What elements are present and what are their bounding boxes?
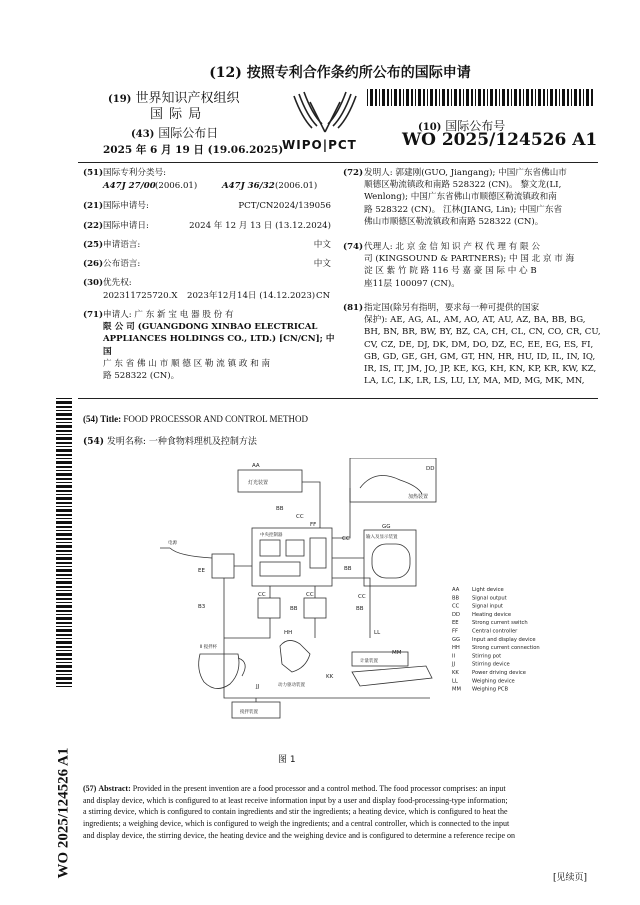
org-name: 世界知识产权组织 (135, 91, 240, 106)
barcode-bar (56, 550, 72, 552)
designated-states-line: LA, LC, LK, LR, LS, LU, LY, MA, MD, MG, MK, MN, (364, 376, 585, 387)
barcode-bar (370, 89, 373, 106)
designated-states-line: 保护): AE, AG, AL, AM, AO, AT, AU, AZ, BA, BB, BG, (364, 315, 586, 326)
barcode-bar (56, 410, 72, 411)
barcode-bar (415, 89, 416, 106)
applicant-line: APPLIANCES HOLDINGS CO., LTD.) [CN/CN]; 中国 (103, 334, 335, 357)
barcode-bar (56, 401, 72, 404)
signal-box-left (258, 598, 280, 618)
barcode-bar (56, 614, 72, 615)
field-code: (71) (83, 310, 104, 320)
fig-label-cc-right: CC (358, 594, 366, 600)
legend-code: CC (452, 603, 460, 610)
application-number: PCT/CN2024/139056 (238, 201, 331, 211)
ipc-class-1-version: (2006.01) (155, 181, 198, 191)
field-code: (51) (83, 168, 104, 178)
fig-label-bb-center: BB (290, 606, 298, 612)
applicant-line: 限 公 司 (GUANGDONG XINBAO ELECTRICAL (103, 322, 318, 333)
field-label: 公布语言: (103, 259, 141, 269)
agent-line: 代理人: 北 京 金 信 知 识 产 权 代 理 有 限 公 (364, 242, 540, 252)
pub-date-heading (131, 124, 218, 141)
barcode-bar (439, 89, 440, 106)
barcode-bar (56, 461, 72, 464)
filing-language: 中文 (313, 240, 331, 250)
legend-code: II (452, 653, 456, 660)
barcode-bar (56, 658, 72, 660)
barcode-bar (56, 598, 72, 600)
barcode-bar (502, 89, 505, 106)
barcode-bar (391, 89, 392, 106)
abstract-line: and display device, which is configured to at least receive information input by a user and display food-processing-type information; (83, 795, 508, 805)
barcode-bar (56, 545, 72, 548)
fig-text-stirring: 搅拌装置 (240, 710, 258, 715)
fig-label-gg: GG (382, 524, 391, 530)
fig-label-mm: MM (392, 650, 402, 656)
title-zh (83, 434, 257, 447)
barcode-bar (379, 89, 380, 106)
pcb-chip (310, 538, 326, 568)
designated-states-line: IR, IS, IT, JM, JO, JP, KE, KG, KH, KN, KP, KR, KW, KZ, (364, 364, 597, 375)
barcode-bar (487, 89, 488, 106)
barcode-bar (454, 89, 457, 106)
field-code: (30) (83, 278, 104, 288)
legend-text: Central controller (472, 628, 518, 635)
publication-language: 中文 (313, 259, 331, 269)
applicant-line: 申请人: 广 东 新 宝 电 器 股 份 有 (103, 310, 234, 320)
designated-states-line: BH, BN, BR, BW, BY, BZ, CA, CH, CL, CN, CO, CR, CU, (364, 327, 601, 338)
pub-no-code: (10) (418, 122, 442, 133)
barcode-bar (56, 430, 72, 432)
barcode-bar (543, 89, 545, 106)
barcode-bar (56, 530, 72, 531)
barcode-bar (56, 422, 72, 423)
fig-text-heater: 加热装置 (408, 494, 429, 500)
barcode-bar (559, 89, 560, 106)
org-code: (19) (108, 94, 132, 105)
legend-code: MM (452, 686, 461, 693)
barcode-bar (423, 89, 425, 106)
barcode-bar (591, 89, 593, 106)
barcode-bar (406, 89, 409, 106)
barcode-bar (56, 566, 72, 567)
fig-label-jj: JJ (256, 684, 260, 690)
barcode-bar (56, 650, 72, 651)
barcode-bar (56, 686, 72, 687)
barcode-bar (430, 89, 433, 106)
barcode-bar (56, 677, 72, 680)
wipo-emblem-icon (280, 88, 370, 138)
fig-label-cc-center: CC (306, 592, 314, 598)
priority-date: 2023年12月14日 (14.12.2023) (187, 291, 316, 301)
barcode-bar (56, 538, 72, 540)
pub-no-label: 国际公布号 (445, 119, 506, 133)
barcode-bar (56, 569, 72, 572)
ipc-class-1: A47J 27/00 (103, 181, 156, 191)
legend-text: Signal output (472, 595, 507, 602)
fig-label-cc-mid: CC (342, 536, 350, 542)
abstract-line: ingredients; a weighing device, which is configured to weigh the ingredients; and a central controller, which is connected to the input (83, 819, 510, 829)
fig-label-ll: LL (374, 630, 381, 636)
barcode-bar (56, 634, 72, 636)
barcode-bar (495, 89, 497, 106)
inventor-line: 佛山市顺德区勒流镇政和南路 528322 (CN)。 (364, 216, 544, 227)
agent-block (364, 241, 600, 290)
barcode-bar (56, 514, 72, 516)
ipc-class-2: A47J 36/32 (222, 181, 275, 191)
barcode-bar (56, 478, 72, 480)
document-type-title: (12) 按照专利合作条约所公布的国际申请 (209, 65, 471, 81)
pcb-chip (260, 540, 280, 556)
link-controller-weighing (332, 578, 370, 638)
inventors-block (364, 167, 600, 228)
pcb-chip (286, 540, 304, 556)
inventor-line: 顺德区勒流镇政和南路 528322 (CN)。 黎文龙(LI, (364, 180, 562, 191)
legend-text: Weighing device (472, 678, 515, 685)
abstract-code: (57) (83, 784, 97, 793)
field-label: 国际专利分类号: (103, 168, 167, 178)
barcode-bar (367, 89, 368, 106)
inventor-line: Wenlong); 中国广东省佛山市顺德区勒流镇政和南 (364, 192, 557, 203)
barcode-bar (547, 89, 548, 106)
figure-caption: 图 1 (278, 755, 296, 765)
barcode-bar (56, 562, 72, 564)
pcb-chip (260, 562, 300, 576)
barcode-bar (435, 89, 437, 106)
barcode-bar (463, 89, 464, 106)
mains-line (160, 548, 212, 558)
barcode-bar (56, 653, 72, 656)
barcode-bar (56, 578, 72, 579)
applicant-line: 广 东 省 佛 山 市 顺 德 区 勒 流 镇 政 和 南 (103, 358, 271, 369)
barcode-bar (56, 617, 72, 620)
barcode-bar (418, 89, 421, 106)
motor-sketch (280, 640, 310, 672)
barcode-bar (483, 89, 485, 106)
signal-box-center (304, 598, 326, 618)
barcode-bar (403, 89, 404, 106)
agent-line: 司 (KINGSOUND & PARTNERS); 中 国 北 京 市 海 (364, 254, 575, 265)
barcode-bar (56, 593, 72, 596)
barcode-bar (583, 89, 584, 106)
bureau: 国 际 局 (150, 107, 203, 122)
barcode-bar (427, 89, 428, 106)
weighing-pad-sketch (352, 666, 432, 686)
applicant-block (103, 309, 335, 382)
barcode-bar (56, 605, 72, 608)
barcode-bar (511, 89, 512, 106)
fig-text-controller: 中央控制器 (260, 533, 283, 538)
barcode-bar (56, 521, 72, 524)
fig-label-ff: FF (310, 522, 317, 528)
fig-label-dd: DD (426, 466, 435, 472)
barcode-bar (56, 437, 72, 440)
legend-text: Weighing PCB (472, 686, 509, 693)
legend-code: GG (452, 636, 461, 643)
continued-note: [见续页] (553, 873, 588, 883)
fig-label-hh: HH (284, 630, 293, 636)
barcode-bar (56, 485, 72, 488)
barcode-bar (550, 89, 553, 106)
biblio-divider (78, 398, 598, 399)
heater-sketch (360, 476, 422, 495)
header-divider (78, 162, 598, 163)
barcode-bar (56, 574, 72, 576)
link-signal-left (224, 618, 270, 638)
barcode-bar (471, 89, 473, 106)
fig-label-cc-top: CC (296, 514, 304, 520)
barcode-bar (56, 662, 72, 663)
barcode-bar (56, 581, 72, 584)
priority-number: 202311725720.X (103, 291, 178, 301)
barcode-bar (490, 89, 493, 106)
legend-code: AA (452, 587, 460, 593)
legend-code: HH (452, 645, 460, 652)
fig-label-aa: AA (252, 463, 260, 469)
barcode-bar (56, 646, 72, 648)
inventor-line: 路 528322 (CN)。 江林(JIANG, Lin); 中国广东省 (364, 204, 563, 215)
fig-label-kk: KK (326, 674, 334, 680)
fig-label-bb-mid: BB (344, 566, 352, 572)
barcode-bar (56, 554, 72, 555)
field-code: (22) (83, 221, 104, 231)
barcode-bar (475, 89, 476, 106)
abstract-text: Provided in the present invention are a food processor and a control method. The food processor comprises: an input (132, 784, 506, 793)
barcode-bar (56, 622, 72, 624)
barcode-bar (56, 434, 72, 435)
legend-code: EE (452, 620, 459, 627)
barcode-bar (56, 473, 72, 476)
side-publication-number: WO 2025/124526 A1 (55, 747, 72, 879)
legend-code: FF (452, 628, 458, 635)
barcode-bar (56, 590, 72, 591)
fig-text-motor: 动力驱动装置 (278, 683, 305, 688)
barcode-bar (56, 674, 72, 675)
wipo-pct-label: WIPO|PCT (282, 138, 357, 152)
barcode-bar (56, 586, 72, 588)
barcode-bar (375, 89, 377, 106)
title-en-label: Title: (100, 414, 122, 424)
applicant-line: 路 528322 (CN)。 (103, 371, 180, 382)
barcode-bar (56, 610, 72, 612)
barcode-bar (535, 89, 536, 106)
barcode-bar (56, 398, 72, 399)
barcode-bar (56, 482, 72, 483)
legend-code: LL (452, 678, 458, 685)
barcode-bar (586, 89, 589, 106)
fig-label-cc-left: CC (258, 592, 266, 598)
barcode-bar (56, 406, 72, 408)
link-controller-heater (332, 488, 350, 538)
legend-code: KK (452, 670, 459, 676)
barcode-bar (562, 89, 565, 106)
barcode-bar (523, 89, 524, 106)
barcode-bar (531, 89, 533, 106)
priority-country: CN (316, 291, 331, 301)
agent-line: 座11层 100097 (CN)。 (364, 278, 460, 289)
field-code: (26) (83, 259, 104, 269)
barcode-bar (579, 89, 581, 106)
barcode-bar (507, 89, 509, 106)
barcode-bar (382, 89, 385, 106)
field-code: (74) (343, 242, 364, 252)
barcode-bar (56, 533, 72, 536)
barcode-bar (56, 602, 72, 603)
field-code: (21) (83, 201, 104, 211)
designated-states-block (364, 302, 602, 387)
barcode-bar (56, 446, 72, 447)
barcode-bar (56, 494, 72, 495)
barcode-bar (56, 542, 72, 543)
title-en-code: (54) (83, 414, 98, 424)
barcode-bar (56, 506, 72, 507)
legend-text: Input and display device (472, 636, 536, 643)
agent-line: 淀 区 紫 竹 院 路 116 号 嘉 豪 国 际 中 心 B (364, 266, 537, 277)
barcode-bar (56, 418, 72, 420)
barcode-bar (56, 470, 72, 471)
title-zh-value: 一种食物料理机及控制方法 (148, 437, 257, 447)
pub-date-label: 国际公布日 (158, 126, 219, 140)
barcode-bar (466, 89, 469, 106)
abstract-line: and display device, the stirring device, the heating device and the weighing device and is configured to determine a reference recipe on (83, 830, 516, 840)
field-code: (81) (343, 303, 364, 313)
barcode-bar (447, 89, 449, 106)
barcode-bar (56, 425, 72, 428)
barcode-bar (56, 526, 72, 528)
fig-text-display: 输入及显示装置 (366, 535, 398, 540)
barcode-bar (519, 89, 521, 106)
barcode-bar (56, 502, 72, 504)
barcode-bar (499, 89, 500, 106)
legend-text: Strong current connection (472, 645, 540, 652)
abstract (83, 783, 603, 842)
legend-text: Light device (472, 587, 504, 593)
wipo-logo (280, 88, 370, 158)
barcode (367, 89, 592, 106)
barcode-bar (56, 442, 72, 444)
fig-text-cup: Ⅱ 搅拌杯 (200, 645, 218, 650)
filing-date: 2024 年 12 月 13 日 (13.12.2024) (189, 221, 331, 231)
side-barcode (56, 398, 72, 688)
barcode-bar (56, 449, 72, 452)
legend-code: JJ (452, 661, 456, 668)
barcode-bar (442, 89, 445, 106)
barcode-bar (451, 89, 452, 106)
barcode-bar (394, 89, 397, 106)
barcode-bar (567, 89, 569, 106)
barcode-bar (56, 454, 72, 456)
legend-text: Stirring pot (472, 653, 502, 660)
barcode-bar (56, 490, 72, 492)
barcode-bar (56, 509, 72, 512)
barcode-bar (56, 458, 72, 459)
barcode-bar (56, 557, 72, 560)
fig-label-ee: EE (198, 568, 205, 574)
legend-text: Strong current switch (472, 620, 528, 627)
field-label: 优先权: (103, 278, 132, 288)
ipc-class-2-version: (2006.01) (275, 181, 318, 191)
barcode-bar (478, 89, 481, 106)
strong-switch-box (212, 554, 234, 578)
figure-1 (160, 458, 600, 778)
fig-text-weighing: 计量装置 (360, 659, 378, 664)
barcode-bar (459, 89, 461, 106)
fig-text-mains: 电源 (168, 541, 177, 546)
barcode-bar (538, 89, 541, 106)
barcode-bar (555, 89, 557, 106)
designated-states-line: 指定国(除另有指明，要求每一种可提供的国家 (364, 303, 540, 313)
barcode-bar (56, 641, 72, 644)
barcode-bar (514, 89, 517, 106)
barcode-bar (56, 413, 72, 416)
field-code: (72) (343, 168, 364, 178)
stirring-cup-sketch (199, 654, 239, 689)
fig-text-light: 灯光装置 (248, 480, 269, 486)
field-label: 国际申请日: (103, 221, 149, 231)
pub-date-code: (43) (131, 129, 155, 140)
title-zh-code: (54) (83, 437, 105, 447)
field-label: 国际申请号: (103, 201, 149, 211)
barcode-bar (56, 670, 72, 672)
display-screen (372, 544, 410, 578)
legend-text: Stirring device (472, 661, 510, 668)
fig-label-b3: B3 (198, 604, 206, 610)
figure-legend (451, 587, 540, 693)
barcode-bar (526, 89, 529, 106)
fig-label-bb-top: BB (276, 506, 284, 512)
title-en-value: FOOD PROCESSOR AND CONTROL METHOD (123, 414, 309, 424)
legend-code: BB (452, 595, 460, 602)
barcode-bar (56, 629, 72, 632)
abstract-line (83, 783, 603, 795)
publication-number: WO 2025/124526 A1 (402, 130, 598, 150)
barcode-bar (56, 682, 72, 684)
pub-date: 2025 年 6 月 19 日 (19.06.2025) (103, 144, 284, 156)
barcode-bar (56, 638, 72, 639)
legend-text: Power driving device (472, 670, 526, 676)
field-code: (25) (83, 240, 104, 250)
barcode-bar (399, 89, 401, 106)
barcode-bar (571, 89, 572, 106)
title-en (83, 414, 308, 424)
barcode-bar (411, 89, 413, 106)
fig-label-bb-right: BB (356, 606, 364, 612)
barcode-bar (56, 466, 72, 468)
title-zh-label: 发明名称: (106, 437, 146, 447)
barcode-bar (56, 497, 72, 500)
abstract-line: a stirring device, which is configured to contain ingredients and stir the ingredients; a heating device, which is configured to heat the (83, 807, 508, 817)
inventor-line: 发明人: 郭建刚(GUO, Jiangang); 中国广东省佛山市 (364, 168, 567, 178)
designated-states-line: CV, CZ, DE, DJ, DK, DM, DO, DZ, EC, EE, EG, ES, FI, (364, 339, 594, 350)
legend-code: DD (452, 611, 460, 618)
legend-text: Heating device (472, 611, 512, 618)
barcode-bar (574, 89, 577, 106)
legend-text: Signal input (472, 603, 503, 610)
barcode-bar (56, 626, 72, 627)
abstract-label: Abstract: (98, 784, 131, 793)
barcode-bar (56, 518, 72, 519)
barcode-bar (56, 665, 72, 668)
field-label: 申请语言: (103, 240, 141, 250)
barcode-bar (387, 89, 389, 106)
designated-states-line: GB, GD, GE, GH, GM, GT, HN, HR, HU, ID, IL, IN, IQ, (364, 351, 596, 362)
